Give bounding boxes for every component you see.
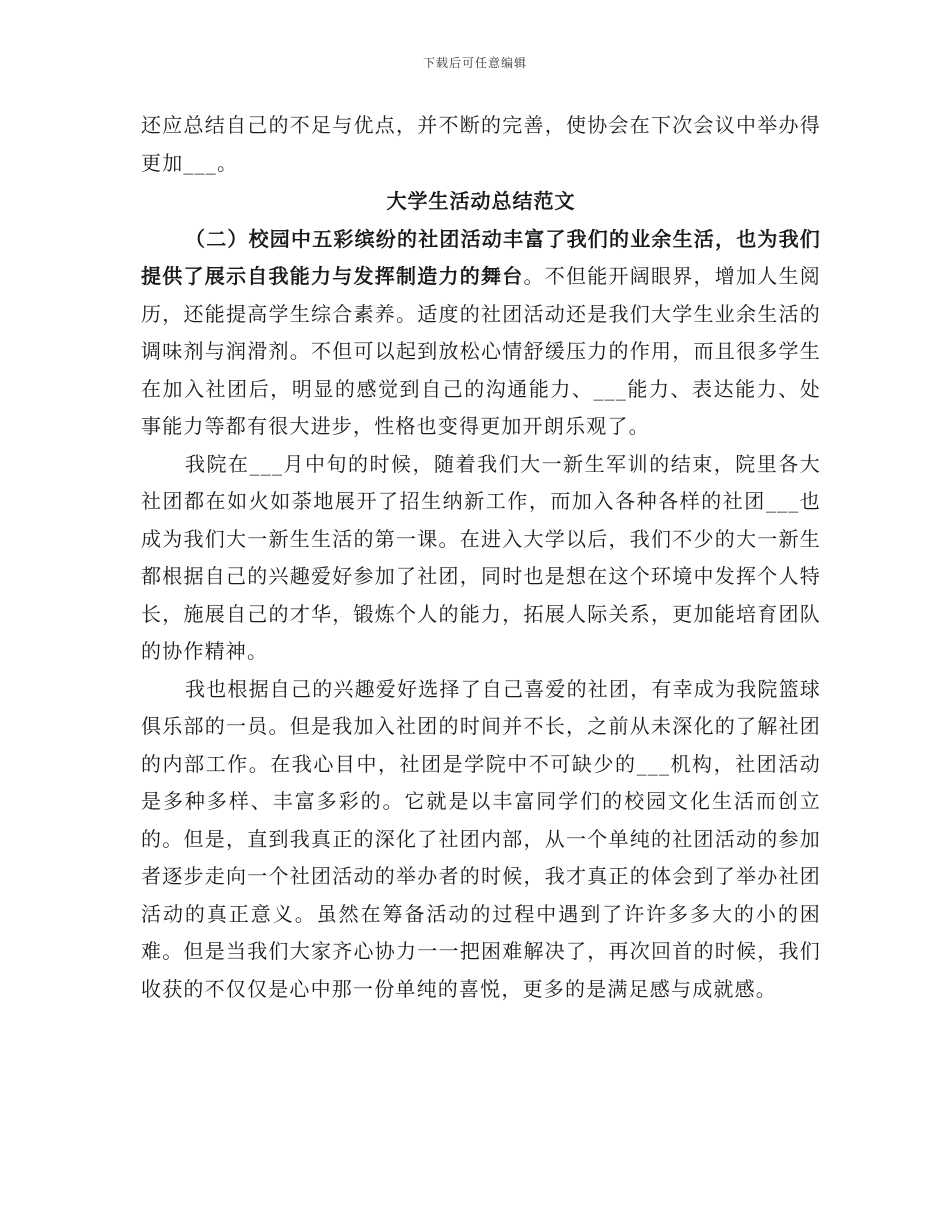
paragraph-1-text: 。不但能开阔眼界，增加人生阅历，还能提高学生综合素养。适度的社团活动还是我们大学生业余生活的调味剂与润滑剂。不但可以起到放松心情舒缓压力的作用，而且很多学生在加入社团后，明显的感觉到自己的沟通能力、___能力、表达能力、处事能力等都有很大进步，性格也变得更加开朗乐观了。 xyxy=(141,264,821,438)
continuation-paragraph: 还应总结自己的不足与优点，并不断的完善，使协会在下次会议中举办得更加___。 xyxy=(141,113,821,175)
header-note: 下载后可任意编辑 xyxy=(422,56,527,70)
paragraph-1 xyxy=(141,221,821,446)
section-title: 大学生活动总结范文 xyxy=(386,189,576,213)
document-body xyxy=(141,107,821,1008)
paragraph-3: 我也根据自己的兴趣爱好选择了自己喜爱的社团，有幸成为我院篮球俱乐部的一员。但是我加入社团的时间并不长，之前从未深化的了解社团的内部工作。在我心目中，社团是学院中不可缺少的___机构，社团活动是多种多样、丰富多彩的。它就是以丰富同学们的校园文化生活而创立的。但是，直到我真正的深化了社团内部，从一个单纯的社团活动的参加者逐步走向一个社团活动的举办者的时候，我才真正的体会到了举办社团活动的真正意义。虽然在筹备活动的过程中遇到了许许多多大的小的困难。但是当我们大家齐心协力一一把困难解决了，再次回首的时候，我们收获的不仅仅是心中那一份单纯的喜悦，更多的是满足感与成就感。 xyxy=(141,676,821,1001)
paragraph-1-bold-lead: （二）校园中五彩缤纷的社团活动丰富了我们的业余生活，也为我们提供了展示自我能力与发挥制造力的舞台 xyxy=(141,226,821,288)
paragraph-2: 我院在___月中旬的时候，随着我们大一新生军训的结束，院里各大社团都在如火如荼地展开了招生纳新工作，而加入各种各样的社团___也成为我们大一新生生活的第一课。在进入大学以后，我们不少的大一新生都根据自己的兴趣爱好参加了社团，同时也是想在这个环境中发挥个人特长，施展自己的才华，锻炼个人的能力，拓展人际关系，更加能培育团队的协作精神。 xyxy=(141,451,821,663)
